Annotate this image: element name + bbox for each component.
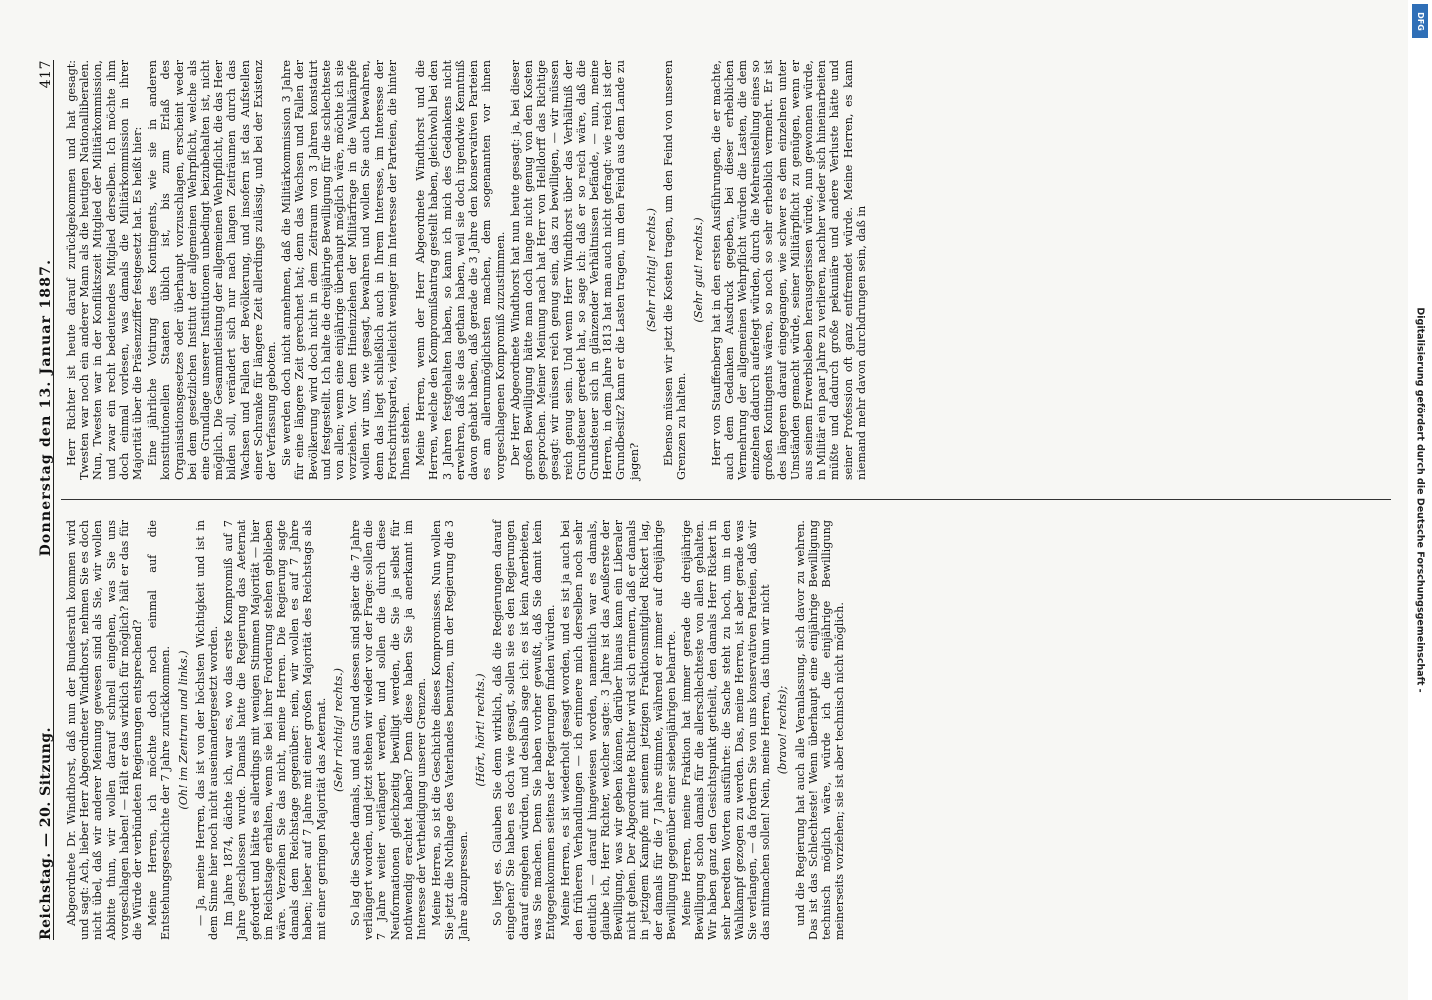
paragraph: Sie werden doch nicht annehmen, daß die Militärkommission 3 Jahre für eine längere Zeit gerechnet hat; denn das Wachsen und Fallen der Bevölkerung wird doch nicht in dem Zeitraum von 3 Jahren konstatirt und festgestellt. Ich halte die dreijährige Bewilligung für die schlechteste von allen; wenn eine einjährige überhaupt möglich wäre, möchte ich sie vorziehen. Vor dem Hineinziehen der Militärfrage in die Wahlkämpfe wollen wir uns, wie gesagt, bewahren und wollen Sie auch bewahren, denn das liegt schließlich auch in Ihrem Interesse, im Interesse der Fortschrittspartei, vielleicht weniger im Interesse der Parteien, die hinter Ihnen stehen. [280,60,413,480]
watermark-sidebar [1408,0,1432,1000]
paragraph: und die Regierung hat auch alle Veranlassung, sich davor zu wehren. Das ist das Schlechteste! Wenn überhaupt eine einjährige Bewilligung technisch möglich wäre, würde ich die einjährige Bewilligung meinerseits vorziehen; sie ist aber technisch nicht möglich. [793,520,847,940]
header-center: Donnerstag den 13. Januar 1887. [37,258,54,557]
paragraph: Meine Herren, wenn der Herr Abgeordnete Windthorst und die Herren, welche den Kompromißantrag gestellt haben, gleichwohl bei den 3 Jahren festgehalten haben, so kann ich mich des Gedankens nicht erwehren, daß sie das gethan haben, weil sie doch irgendwie Kenntniß davon gehabt haben, daß gerade die 3 Jahre den konservativen Parteien es am allerunmöglichsten machen, dem sogenannten vor ihnen vorgeschlagenen Kompromiß zuzustimmen. [414,60,507,480]
remark-line: (Sehr richtig! rechts.) [644,207,658,333]
paragraph: Meine Herren, ich möchte doch noch einmal auf die Entstehungsgeschichte der 7 Jahre zurückkommen. [146,520,173,940]
header-left: Reichstag. — 20. Sitzung. [37,727,54,940]
dfg-logo-text: DFG [1415,11,1425,31]
left-column [65,520,848,940]
paragraph: Meine Herren, meine Fraktion hat immer gerade die dreijährige Bewilligung schon damals für die allerschlechteste von allen gehalten. Wir haben ganz den Gesichtspunkt getheilt, den damals Herr Rickert in sehr beredten Worten ausführte: die Sache steht zu hoch, um in den Wahlkampf gezogen zu werden. Das, meine Herren, ist aber gerade was Sie verlangen, — da fordern Sie von uns konservativen Parteien, daß wir das mitmachen sollen! Nein, meine Herren, das thun wir nicht [679,520,773,940]
paragraph: So lag die Sache damals, und aus Grund dessen sind später die 7 Jahre verlängert worden, und jetzt stehen wir wieder vor der Frage: sollen die 7 Jahre weiter verlängert werden, und sollen die durch diese Neuformationen gleichzeitig bewilligt werden, die Sie ja selbst für nothwendig erachtet haben? Denn diese haben Sie ja anerkannt im Interesse der Vertheidigung unserer Grenzen. [349,520,429,940]
rotated-page [21,30,1411,970]
remark-line: (Hört, hört! rechts.) [473,673,487,787]
paragraph: Im Jahre 1874, dächte ich, war es, wo das erste Kompromiß auf 7 Jahre geschlossen wurde. Damals hatte die Regierung das Aeternat gefordert und hätte es allerdings mit wenigen Stimmen Majorität — hier im Reichstage erhalten, wenn sie bei ihrer Forderung stehen geblieben wäre. Verzeihen Sie das nicht, meine Herren. Die Regierung sagte damals dem Reichstage gegenüber: nein, wir wollen es auf 7 Jahre haben; lieber auf 7 Jahre mit einer großen Majorität des Reichstags als mit einer geringen Majorität das Aeternat. [222,520,328,940]
paragraph: Meine Herren, so ist die Geschichte dieses Kompromisses. Nun wollen Sie jetzt die Nothlage des Vaterlandes benutzen, um der Regierung die 3 Jahre abzupressen. [430,520,470,940]
paragraph: Ebenso müssen wir jetzt die Kosten tragen, um den Feind von unseren Grenzen zu halten. [661,60,689,480]
remark-line: (Sehr gut! rechts.) [692,217,706,323]
paragraph: Herr von Stauffenberg hat in den ersten Ausführungen, die er machte, auch dem Gedanken Ausdruck gegeben, bei dieser erheblichen Vermehrung der allgemeinen Wehrpflicht würden die Lasten, die dem einzelnen dadurch auferlegt würden, durch die Mehreinstellung eines so großen Kontingents wären, so noch so sehr erheblich vermehrt. Er ist des längeren darauf eingegangen, wie schwer es dem einzelnen unter Umständen gemacht würde, seiner Militärpflicht zu genügen, wenn er aus seinem Erwerbsleben herausgerissen würde, nun gewonnen würde, in Militär ein paar Jahre zu verlieren, nachher wieder sich hineinarbeiten müßte und dadurch große pekuniäre und andere Verluste hätte und seiner Profession oft ganz entfremdet würde. Meine Herren, es kann niemand mehr davon durchdrungen sein, daß in [709,60,868,480]
column-divider [61,499,1391,500]
page-header [31,60,54,940]
paragraph: — Ja, meine Herren, das ist von der höchsten Wichtigkeit und ist in dem Sinne hier noch nicht auseinandergesetzt worden. [193,520,221,940]
right-column [65,60,870,480]
remark-line: (Oh! im Zentrum und links.) [176,650,190,810]
paragraph: So liegt es. Glauben Sie denn wirklich, daß die Regierungen darauf eingehen? Sie haben es doch wie gesagt, sollen sie es den Regierungen darauf eingehen würden, und deshalb sage ich: es ist kein Anerbieten, was Sie machen. Denn Sie haben vorher gewußt, daß Sie damit kein Entgegenkommen seitens der Regierungen finden würden. [491,520,557,940]
remark-line: (bravo! rechts); [776,685,790,775]
page-number: 417 [37,60,54,89]
paragraph: Der Herr Abgeordnete Windthorst hat nun heute gesagt: ja, bei dieser großen Bewilligung hätte man doch lange nicht genug von den Kosten gesprochen. Meiner Meinung nach hat Herr von Helldorff das Richtige gesagt: wir müssen reich genug sein, das zu bewilligen, — wir müssen reich genug sein. Und wenn Herr Windthorst über das Verhältniß der Grundsteuer geredet hat, so sage ich: daß er so reich wäre, daß die Grundsteuer sich in glänzender Verhältnissen befände, — nun, meine Herren, in dem Jahre 1813 hat man auch nicht gefragt: wie reich ist der Grundbesitz? kann er die Lasten tragen, um den Feind aus dem Lande zu jagen? [508,60,641,480]
paragraph: Eine jährliche Votirung des Kontingents, wie sie in anderen konstitutionellen Staaten üblich ist, bis zum Erlaß des Organisationsgesetzes oder überhaupt vorzuschlagen, erscheint weder bei dem gesetzlichen Institut der allgemeinen Wehrpflicht, welche als eine Grundlage unserer Institutionen unbedingt beizubehalten ist, nicht möglich. Die Gesammtleistung der allgemeinen Wehrpflicht, die das Heer bilden soll, verändert sich nur nach langen Zeiträumen durch das Wachsen und Fallen der Bevölkerung, und insofern ist das Aufstellen einer Schranke für längere Zeit allerdings zulässig, und bei der Existenz der Verfassung geboten. [146,60,279,480]
paragraph: Meine Herren, es ist wiederholt gesagt worden, und es ist ja auch bei den früheren Verhandlungen — ich erinnere mich derselben noch sehr deutlich — darauf hingewiesen worden, namentlich war es damals, glaube ich, Herr Richter, welcher sagte: 3 Jahre ist das Aeußerste der Bewilligung, was wir geben können, darüber hinaus kann ein Liberaler nicht gehen. Der Abgeordnete Richter wird sich erinnern, daß er damals in jetzigem Kampfe mit seinem jetzigen Fraktionsmitglied Rickert lag, der damals für die 7 Jahre stimmte, während er immer auf dreijährige Bewilligung gegenüber einer siebenjährigen beharrte. [559,520,678,940]
remark-line: (Sehr richtig! rechts.) [331,667,345,793]
digitization-watermark: Digitalisierung gefördert durch die Deutsche Forschungsgemeinschaft - [1414,307,1426,693]
dfg-logo [1412,4,1428,38]
paragraph: Abgeordnete Dr. Windthorst, daß nun der Bundesrath kommen wird und sagt: Ach, lieber Herr Abgeordneter Windthorst, nehmen Sie es doch nicht übel, daß wir anderer Meinung gewesen sind als Sie, wir wollen Abbitte thun, wir wollen darauf schnell eingehen, was Sie uns vorgeschlagen haben! — Hält er das wirklich für möglich? hält er das für die Würde der verbündeten Regierungen entsprechend? [65,520,145,940]
paragraph: Herr Richter ist heute darauf zurückgekommen und hat gesagt: Twesten war noch ein anderer Mann als die heutigen Nationalliberalen. Nun, Twesten war in der Konfliktszeit Mitglied der Militärkommission, und zwar ein recht bedeutendes Mitglied derselben. Ich möchte ihm doch einmal vorlesen, was damals die Militärkommission in ihrer Majorität über die Präsenzziffer festgesetzt hat. Es heißt hier: [65,60,145,480]
